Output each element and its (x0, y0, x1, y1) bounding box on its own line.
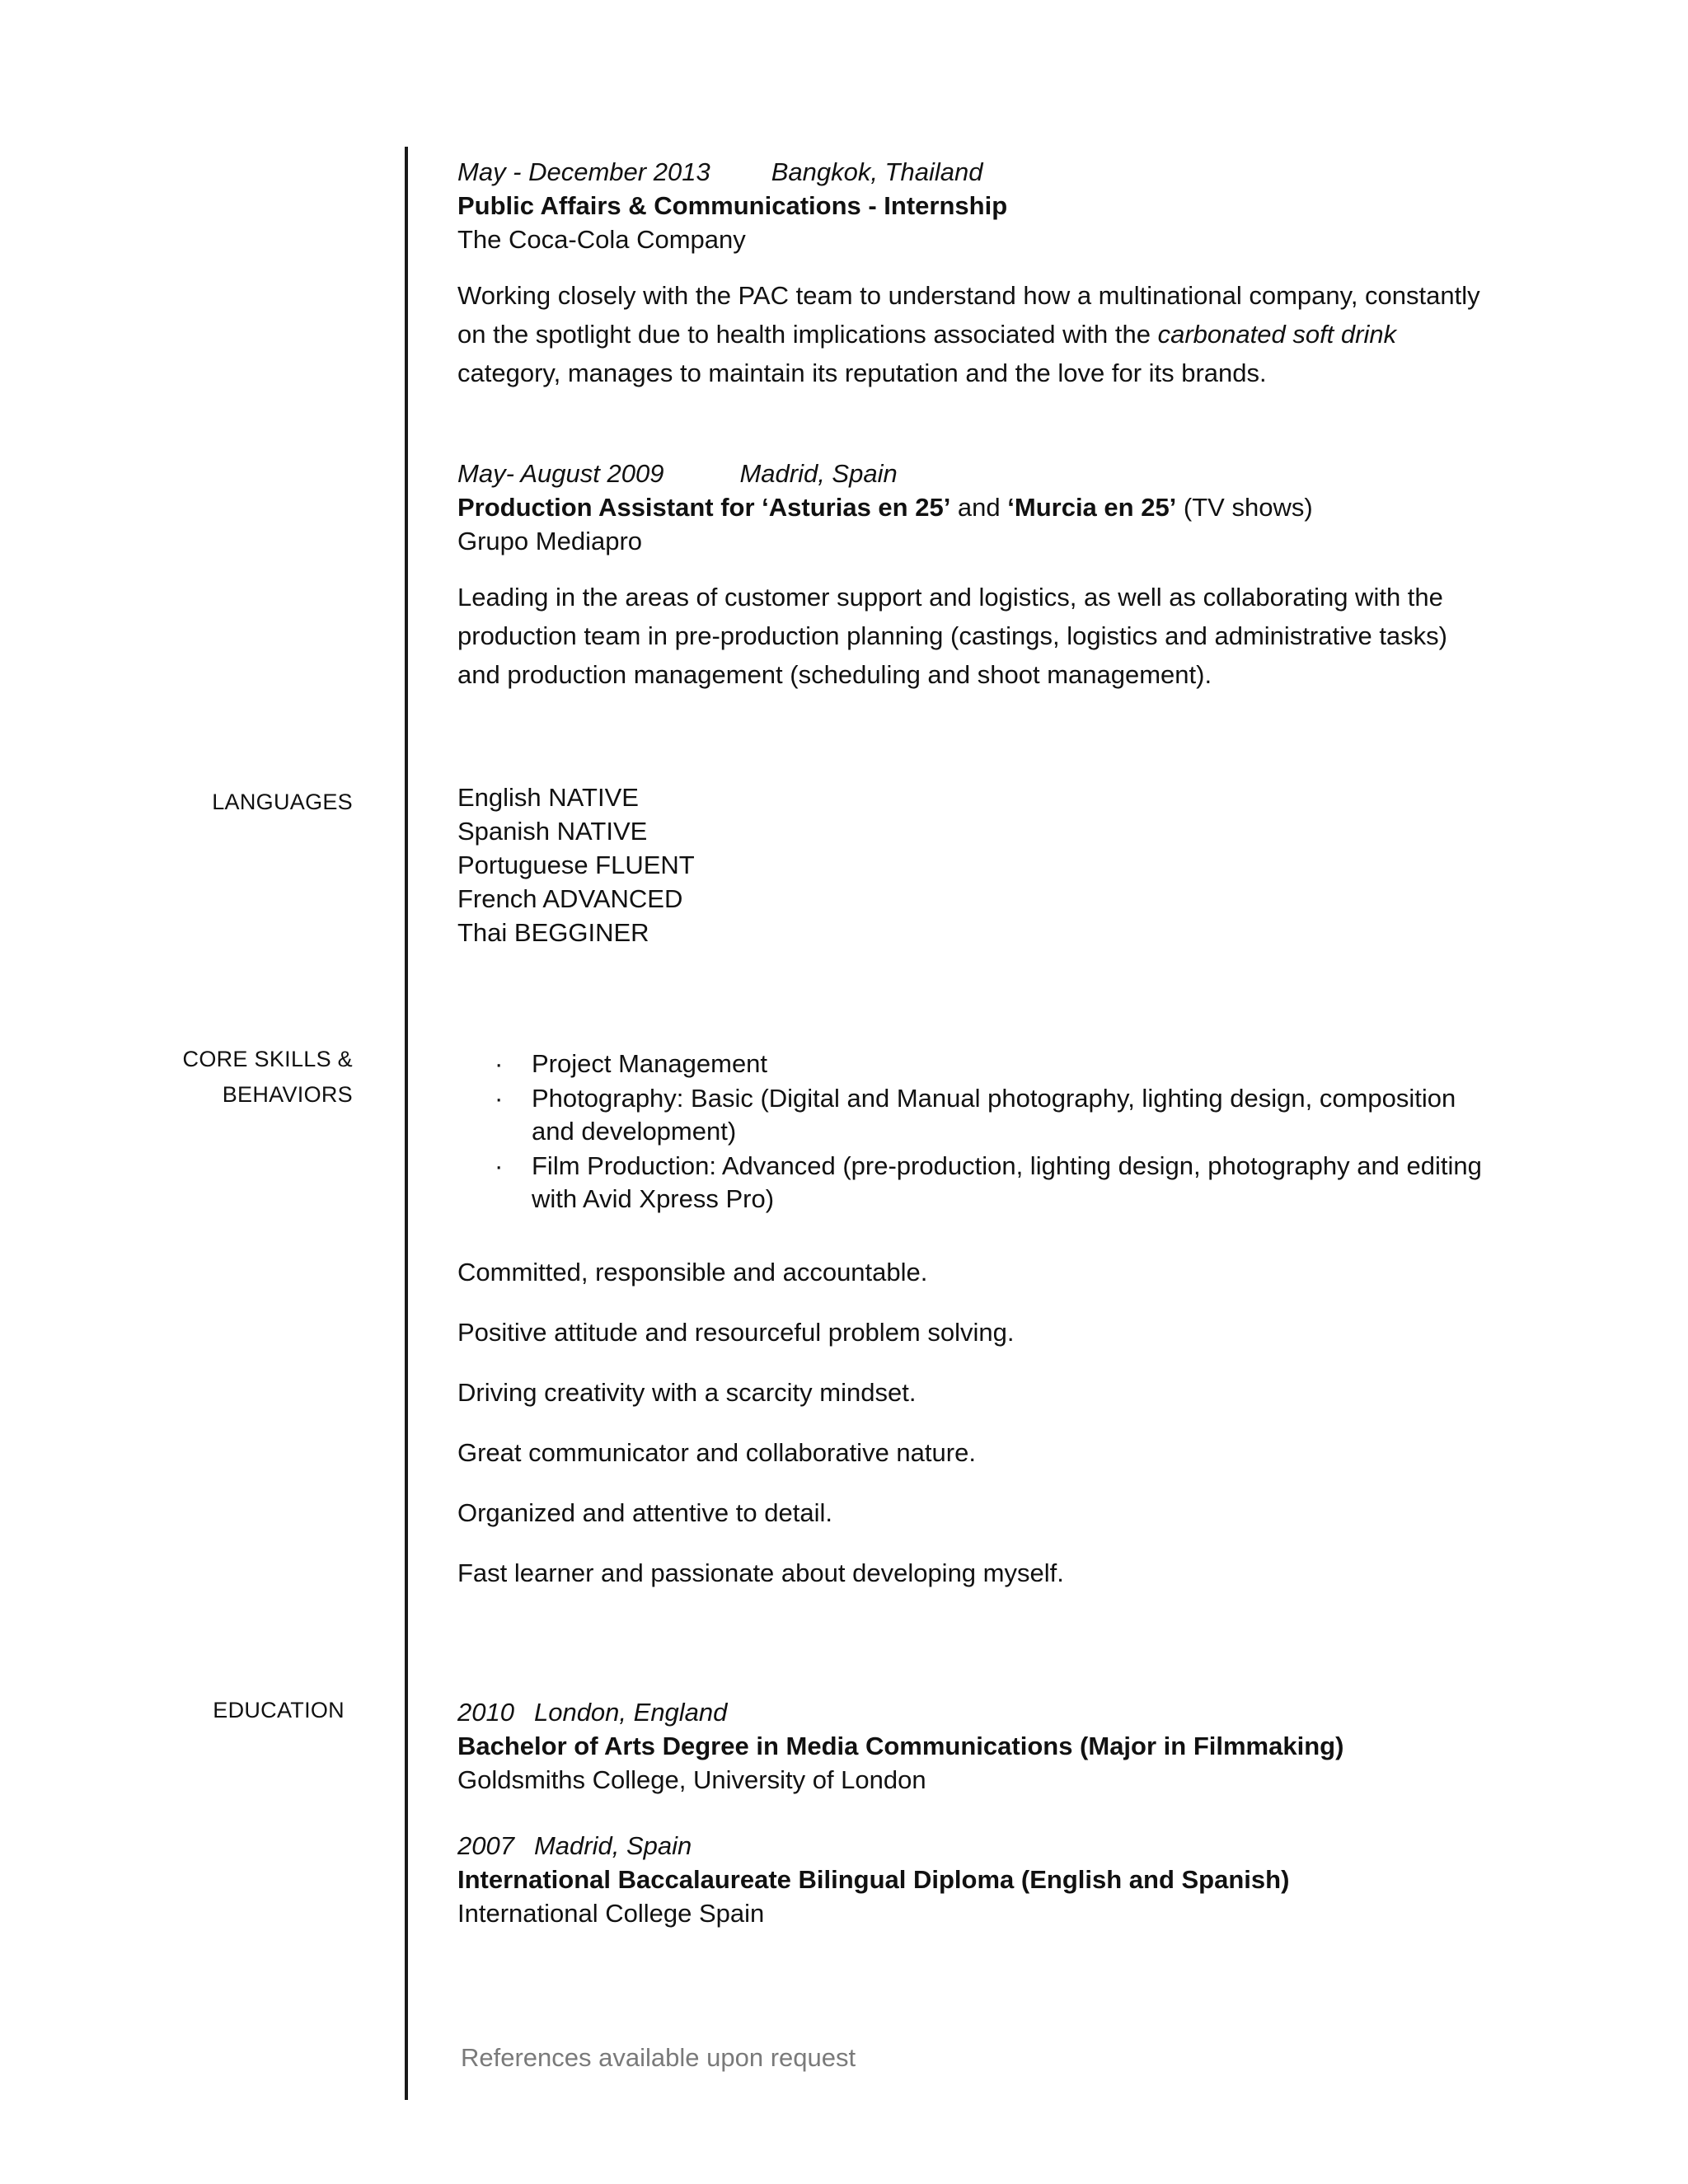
references-note: References available upon request (461, 2043, 856, 2072)
experience-title: Public Affairs & Communications - Internship (457, 191, 1008, 220)
language-item: French ADVANCED (457, 884, 683, 913)
experience-title (457, 490, 1496, 524)
experience-title-suffix: (TV shows) (1176, 493, 1313, 522)
language-item: English NATIVE (457, 783, 639, 812)
behavior-item: Positive attitude and resourceful problem solving. (457, 1318, 1015, 1347)
experience-description-italic: carbonated soft drink (1157, 320, 1397, 349)
experience-location: Bangkok, Thailand (771, 157, 983, 186)
experience-location: Madrid, Spain (739, 459, 898, 488)
education-date-line (457, 1829, 1496, 1863)
behavior-item: Driving creativity with a scarcity mindset. (457, 1378, 917, 1407)
education-year: 2010 (457, 1698, 514, 1727)
behavior-item: Organized and attentive to detail. (457, 1498, 832, 1527)
language-item: Spanish NATIVE (457, 817, 648, 846)
experience-description (457, 276, 1496, 392)
experience-title-part1: Production Assistant for ‘Asturias en 25’ (457, 493, 951, 522)
experience-company: The Coca-Cola Company (457, 225, 746, 254)
experience-description-text: Working closely with the PAC team to understand how a multinational company, constantly on the spotlight due to health implications associated with the (457, 281, 1480, 349)
experience-entry-mediapro (457, 457, 1496, 694)
section-label-line: BEHAVIORS (222, 1082, 353, 1107)
education-entry-goldsmiths (457, 1695, 1496, 1797)
experience-entry-cocacola (457, 155, 1496, 392)
behavior-item: Committed, responsible and accountable. (457, 1258, 928, 1286)
section-label-line: CORE SKILLS & (182, 1047, 353, 1071)
experience-company: Grupo Mediapro (457, 527, 643, 555)
experience-title-part2: ‘Murcia en 25’ (1007, 493, 1177, 522)
experience-description-text-end: category, manages to maintain its reputation and the love for its brands. (457, 359, 1267, 387)
language-item: Thai BEGGINER (457, 918, 649, 947)
skills-section (457, 1047, 1496, 1616)
education-school: International College Spain (457, 1899, 765, 1928)
section-label-core-skills (138, 1042, 353, 1113)
vertical-divider (405, 147, 408, 2100)
skill-bullet-item (457, 1150, 1496, 1216)
section-label-education: EDUCATION (213, 1698, 345, 1722)
experience-date-line (457, 155, 1496, 189)
skill-text: Project Management (532, 1049, 768, 1078)
education-date-line (457, 1695, 1496, 1729)
behaviors-list (457, 1255, 1496, 1590)
bullet-icon: · (495, 1151, 504, 1180)
education-degree: Bachelor of Arts Degree in Media Communications (Major in Filmmaking) (457, 1732, 1344, 1760)
experience-date: May - December 2013 (457, 157, 710, 186)
experience-date-line (457, 457, 1496, 490)
skill-bullet-item (457, 1047, 1496, 1080)
experience-title-and: and (950, 493, 1008, 522)
bullet-icon: · (495, 1084, 504, 1113)
behavior-item: Great communicator and collaborative nature. (457, 1438, 976, 1467)
education-entry-ics (457, 1829, 1496, 1930)
education-year: 2007 (457, 1831, 514, 1860)
skills-bullet-list (457, 1047, 1496, 1216)
education-location: Madrid, Spain (533, 1831, 692, 1860)
language-item: Portuguese FLUENT (457, 851, 695, 879)
education-school: Goldsmiths College, University of London (457, 1765, 926, 1794)
bullet-icon: · (495, 1049, 504, 1078)
education-degree: International Baccalaureate Bilingual Diploma (English and Spanish) (457, 1865, 1290, 1894)
skill-bullet-item (457, 1082, 1496, 1148)
education-location: London, England (533, 1698, 728, 1727)
behavior-item: Fast learner and passionate about developing myself. (457, 1558, 1064, 1587)
languages-list (457, 780, 1496, 949)
section-label-languages: LANGUAGES (212, 790, 353, 814)
skill-text: Photography: Basic (Digital and Manual photography, lighting design, composition and development) (532, 1084, 1456, 1146)
skill-text: Film Production: Advanced (pre-production, lighting design, photography and editing with Avid Xpress Pro) (532, 1151, 1482, 1213)
experience-date: May- August 2009 (457, 459, 664, 488)
experience-description: Leading in the areas of customer support and logistics, as well as collaborating with the production team in pre-production planning (castings, logistics and administrative tasks) and production management (scheduling and shoot management). (457, 583, 1447, 689)
